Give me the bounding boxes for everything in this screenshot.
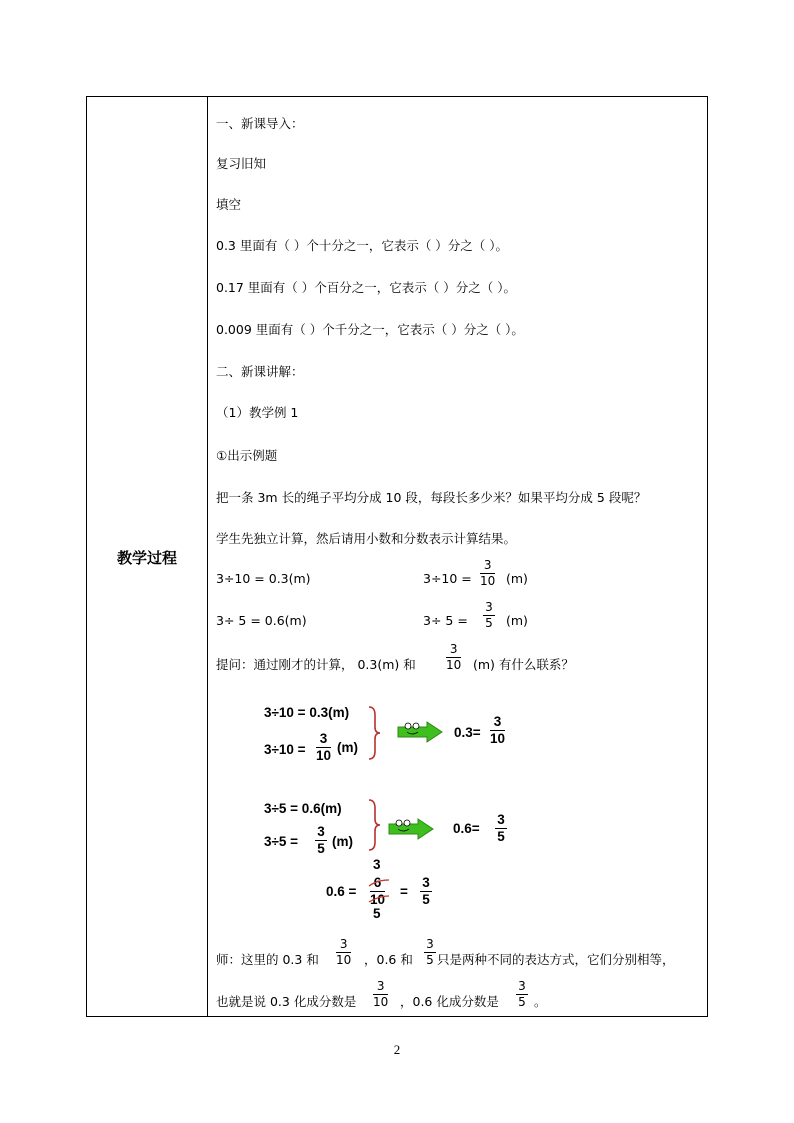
unit: (m) xyxy=(337,740,358,755)
arrow-icon xyxy=(397,719,443,743)
show-example-label: ①出示例题 xyxy=(216,448,278,463)
question-suffix: (m) 有什么联系？ xyxy=(473,657,574,672)
reduced-bottom: 5 xyxy=(373,906,381,921)
reduce-prefix: 0.6 = xyxy=(326,884,357,899)
page-number: 2 xyxy=(393,1042,401,1057)
section-label: 教学过程 xyxy=(116,549,177,567)
calc-decimal-10: 3÷10 = 0.3(m) xyxy=(216,571,311,586)
teacher-line1-b: ，0.6 和 xyxy=(364,952,413,967)
fraction: 3 10 xyxy=(336,937,352,967)
question-prefix: 提问：通过刚才的计算， 0.3(m) 和 xyxy=(216,657,416,672)
fraction: 3 5 xyxy=(516,980,528,1009)
instruction-line: 学生先独立计算，然后请用小数和分数表示计算结果。 xyxy=(216,531,517,546)
fraction: 3 10 xyxy=(316,731,332,763)
calc-frac-10-prefix: 3÷10 = xyxy=(423,571,472,586)
fig2-line1: 3÷5 = 0.6(m) xyxy=(264,801,342,816)
fill-blank-label: 填空 xyxy=(216,197,242,212)
fraction: 3 10 xyxy=(446,642,462,672)
heading-new-lesson: 二、新课讲解： xyxy=(216,364,304,379)
equals-sign: = xyxy=(400,884,408,899)
strike-marks xyxy=(367,876,391,906)
unit: (m) xyxy=(506,613,528,628)
brace-icon xyxy=(366,705,382,761)
heading-intro: 一、新课导入： xyxy=(216,116,304,131)
fraction: 3 5 xyxy=(495,813,507,844)
calc-frac-5-prefix: 3÷ 5 = xyxy=(423,613,468,628)
unit: (m) xyxy=(332,834,353,849)
fraction: 3 5 xyxy=(424,938,436,967)
fraction: 3 5 xyxy=(483,601,495,630)
column-divider xyxy=(207,97,208,1016)
fig2-result-prefix: 0.6= xyxy=(453,821,480,836)
teacher-line2-b: ，0.6 化成分数是 xyxy=(400,994,499,1009)
review-label: 复习旧知 xyxy=(216,156,267,171)
fig1-line2-prefix: 3÷10 = xyxy=(264,742,306,757)
example-label: （1）教学例 1 xyxy=(216,405,299,420)
fraction: 3 10 xyxy=(373,979,389,1009)
fraction: 3 5 xyxy=(315,825,327,856)
teacher-line2-a: 也就是说 0.3 化成分数是 xyxy=(216,994,357,1009)
reduced-top: 3 xyxy=(373,857,381,872)
teacher-line2-c: 。 xyxy=(534,994,547,1009)
fraction: 3 10 xyxy=(480,558,496,588)
question-line: 0.17 里面有（ ）个百分之一，它表示（ ）分之（ ）。 xyxy=(216,280,516,295)
question-line: 0.3 里面有（ ）个十分之一，它表示（ ）分之（ ）。 xyxy=(216,238,509,253)
arrow-icon xyxy=(388,816,434,840)
brace-icon xyxy=(366,798,382,852)
fraction-struck: 6 10 xyxy=(370,875,386,907)
fig1-line1: 3÷10 = 0.3(m) xyxy=(264,705,350,720)
teacher-line1-a: 师：这里的 0.3 和 xyxy=(216,952,319,967)
fig2-line2-prefix: 3÷5 = xyxy=(264,834,299,849)
unit: (m) xyxy=(506,571,528,586)
fraction: 3 5 xyxy=(420,876,432,907)
example-problem: 把一条 3m 长的绳子平均分成 10 段，每段长多少米？如果平均分成 5 段呢？ xyxy=(216,490,647,505)
question-line: 0.009 里面有（ ）个千分之一，它表示（ ）分之（ ）。 xyxy=(216,322,524,337)
teacher-line1-c: 只是两种不同的表达方式，它们分别相等， xyxy=(437,952,675,967)
calc-decimal-5: 3÷ 5 = 0.6(m) xyxy=(216,613,307,628)
lesson-table xyxy=(86,96,708,1017)
fraction: 3 10 xyxy=(490,714,506,746)
fig1-result-prefix: 0.3= xyxy=(454,725,481,740)
